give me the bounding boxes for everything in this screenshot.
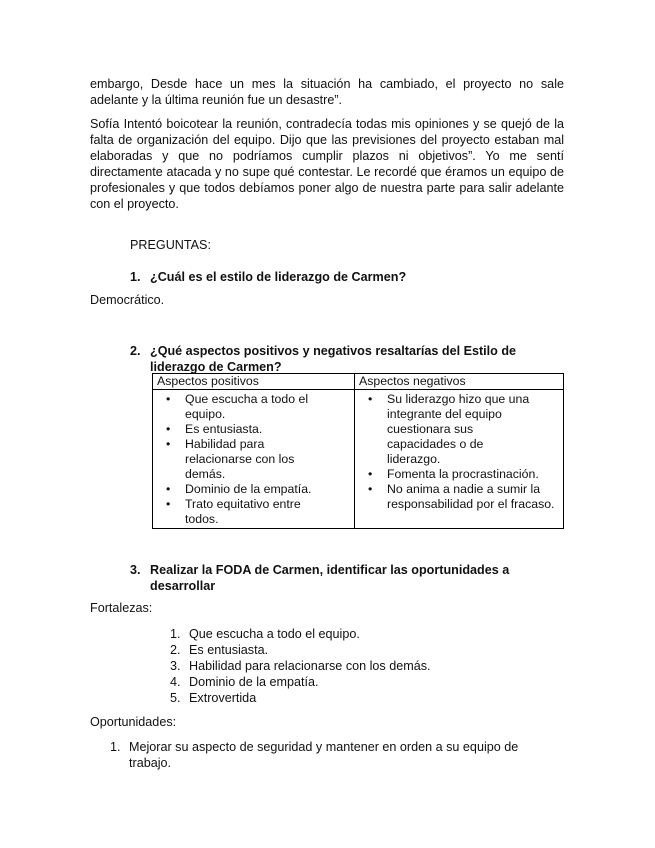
- list-item: [170, 626, 550, 642]
- list-text: Mejorar su aspecto de seguridad y mantener en orden a su equipo de trabajo.: [129, 740, 519, 770]
- list-item: • Trato equitativo entre todos.: [185, 497, 346, 527]
- answer-1: Democrático.: [90, 293, 165, 307]
- question-number: 1.: [130, 270, 141, 284]
- table-header-negative: Aspectos negativos: [355, 374, 564, 390]
- list-number: 3.: [170, 659, 181, 673]
- list-item: • Fomenta la procrastinación.: [387, 467, 561, 482]
- list-item: [170, 690, 550, 706]
- list-number: 4.: [170, 675, 181, 689]
- question-number: 2.: [130, 344, 141, 358]
- table-row: [153, 390, 564, 529]
- intro-paragraph-2: Sofía Intentó boicotear la reunión, contradecía todas mis opiniones y se quejó de la falta de organización del equipo. Dijo que las previsiones del proyecto estaban mal elaboradas y que no podríamos cumplir plazos ni objetivos”. Yo me sentí directamente atacada y no supe qué contestar. Le recordé que éramos un equipo de profesionales y que todos debíamos poner algo de nuestra parte para salir adelante con el proyecto.: [90, 117, 564, 211]
- intro-paragraph-1-line-2: adelante y la última reunión fue un desastre”.: [90, 93, 343, 107]
- preguntas-heading: PREGUNTAS:: [130, 238, 211, 252]
- negative-cell: [355, 390, 564, 529]
- oportunidades-list: [110, 739, 530, 771]
- table-header-positive: Aspectos positivos: [153, 374, 355, 390]
- list-item: • Su liderazgo hizo que una integrante del equipo cuestionara sus capacidades o de liderazgo.: [387, 392, 561, 467]
- fortalezas-label: Fortalezas:: [90, 601, 153, 615]
- question-text: ¿Cuál es el estilo de liderazgo de Carmen?: [150, 270, 407, 284]
- list-number: 1.: [110, 740, 121, 754]
- fortalezas-list: [170, 626, 550, 706]
- list-number: 2.: [170, 643, 181, 657]
- list-item: [110, 739, 530, 771]
- list-text: Dominio de la empatía.: [189, 675, 319, 689]
- list-text: Que escucha a todo el equipo.: [189, 627, 360, 641]
- intro-paragraph-1-line-1: embargo, Desde hace un mes la situación ha cambiado, el proyecto no sale: [90, 77, 564, 91]
- oportunidades-label: Oportunidades:: [90, 715, 177, 729]
- question-number: 3.: [130, 563, 141, 577]
- list-text: Habilidad para relacionarse con los demás.: [189, 659, 431, 673]
- list-text: Extrovertida: [189, 691, 257, 705]
- question-text: ¿Qué aspectos positivos y negativos resaltarías del Estilo de liderazgo de Carmen?: [150, 344, 517, 374]
- list-number: 1.: [170, 627, 181, 641]
- list-number: 5.: [170, 691, 181, 705]
- question-text: Realizar la FODA de Carmen, identificar las oportunidades a desarrollar: [150, 563, 510, 593]
- list-item: • Habilidad para relacionarse con los demás.: [185, 437, 346, 482]
- list-item: • Que escucha a todo el equipo.: [185, 392, 346, 422]
- aspects-table: [152, 373, 564, 529]
- list-item: [170, 642, 550, 658]
- list-text: Es entusiasta.: [189, 643, 269, 657]
- list-item: [170, 674, 550, 690]
- list-item: • No anima a nadie a sumir la responsabilidad por el fracaso.: [387, 482, 561, 512]
- list-item: • Dominio de la empatía.: [185, 482, 346, 497]
- list-item: [170, 658, 550, 674]
- list-item: • Es entusiasta.: [185, 422, 346, 437]
- table-header-row: [153, 374, 564, 390]
- positive-cell: [153, 390, 355, 529]
